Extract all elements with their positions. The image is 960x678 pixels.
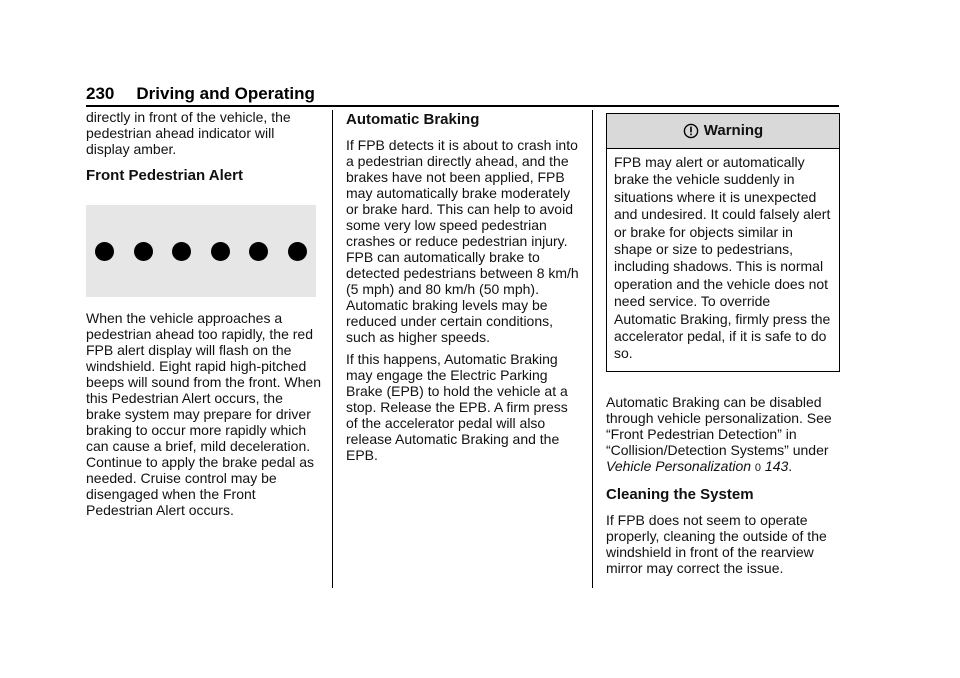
alert-light-icon <box>134 242 153 261</box>
column-1 <box>86 109 321 518</box>
disable-paragraph: Automatic Braking can be disabled through vehicle personalization. See “Front Pedestrian Detection” in “Collision/Detection Systems” under Vehicle Personalization 0 143. <box>606 393 832 474</box>
column-divider-2 <box>592 110 593 588</box>
warning-header <box>607 114 839 149</box>
fpb-alert-display-illustration <box>86 205 316 297</box>
page-reference-number[interactable]: 143 <box>764 457 789 474</box>
front-pedestrian-alert-heading: Front Pedestrian Alert <box>86 167 243 184</box>
warning-box <box>606 113 840 372</box>
intro-paragraph: directly in front of the vehicle, the pedestrian ahead indicator will display amber. <box>86 109 291 157</box>
page-header <box>86 84 315 104</box>
automatic-braking-paragraph-2: If this happens, Automatic Braking may engage the Electric Parking Brake (EPB) to hold the vehicle at a stop. Release the EPB. A firm press of the accelerator pedal will also release Automatic Braking and the EPB. <box>346 351 568 463</box>
cleaning-paragraph: If FPB does not seem to operate properly, cleaning the outside of the windshield in front of the rearview mirror may correct the issue. <box>606 511 827 576</box>
column-3 <box>606 113 840 576</box>
vehicle-personalization-link[interactable]: Vehicle Personalization <box>606 457 752 474</box>
warning-icon <box>683 123 699 139</box>
alert-light-icon <box>249 242 268 261</box>
alert-light-icon <box>288 242 307 261</box>
page-reference-icon: 0 <box>754 461 762 474</box>
alert-light-icon <box>95 242 114 261</box>
front-pedestrian-alert-text: When the vehicle approaches a pedestrian ahead too rapidly, the red FPB alert display will flash on the windshield. Eight rapid high-pitched beeps will sound from the front. When this Pedestrian Alert occurs, the brake system may prepare for driver braking to occur more rapidly which can cause a brief, mild deceleration. Continue to apply the brake pedal as needed. Cruise control may be disengaged when the Front Pedestrian Alert occurs. <box>86 310 322 518</box>
page-number: 230 <box>86 84 115 103</box>
section-title: Driving and Operating <box>136 84 315 103</box>
warning-title: Warning <box>703 122 764 139</box>
header-rule <box>86 105 839 107</box>
cleaning-the-system-heading: Cleaning the System <box>606 485 754 503</box>
alert-light-icon <box>211 242 230 261</box>
warning-text: FPB may alert or automatically brake the vehicle suddenly in situations where it is unexpected and undesired. It could falsely alert or brake for objects similar in shape or size to pedestrians, including shadows. This is normal operation and the vehicle does not need service. To override Automatic Braking, firmly press the accelerator pedal, if it is safe to do so. <box>614 154 831 362</box>
automatic-braking-paragraph-1: If FPB detects it is about to crash into a pedestrian directly ahead, and the brakes have not been applied, FPB may automatically brake moderately or brake hard. This can help to avoid some very low speed pedestrian crashes or reduce pedestrian injury. FPB can automatically brake to detected pedestrians between 8 km/h (5 mph) and 80 km/h (50 mph). Automatic braking levels may be reduced under certain conditions, such as higher speeds. <box>346 137 579 345</box>
alert-light-icon <box>172 242 191 261</box>
column-2 <box>346 109 582 463</box>
column-divider-1 <box>332 110 333 588</box>
automatic-braking-heading: Automatic Braking <box>346 111 480 128</box>
